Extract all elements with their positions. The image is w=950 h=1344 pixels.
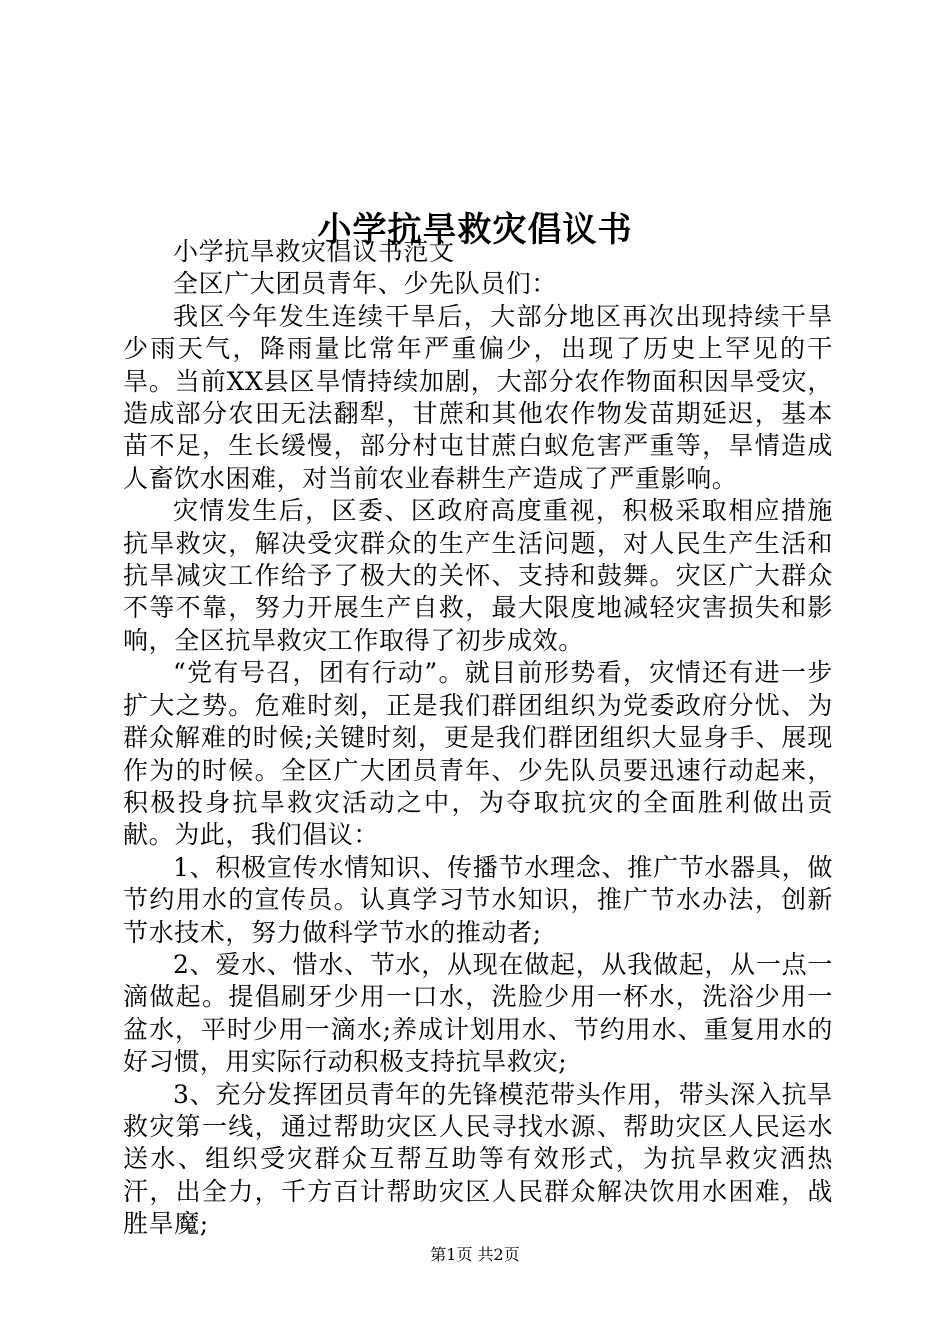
proposal-item-1: 1、积极宣传水情知识、传播节水理念、推广节水器具，做节约用水的宣传员。认真学习节水知识，推广节水办法，创新节水技术，努力做科学节水的推动者;	[123, 852, 833, 947]
salutation-paragraph: 全区广大团员青年、少先队员们：	[173, 269, 558, 299]
body-paragraph: “党有号召，团有行动”。就目前形势看，灾情还有进一步扩大之势。危难时刻，正是我们群团组织为党委政府分忧、为群众解难的时候;关键时刻，更是我们群团组织大显身手、展现作为的时候。全区广大团员青年、少先队员要迅速行动起来，积极投身抗旱救灾活动之中，为夺取抗灾的全面胜利做出贡献。为此，我们倡议：	[123, 658, 833, 850]
subtitle-paragraph: 小学抗旱救灾倡议书范文	[173, 237, 455, 266]
body-paragraph: 灾情发生后，区委、区政府高度重视，积极采取相应措施抗旱救灾，解决受灾群众的生产生活问题，对人民生产生活和抗旱减灾工作给予了极大的关怀、支持和鼓舞。灾区广大群众不等不靠，努力开展生产自救，最大限度地减轻灾害损失和影响，全区抗旱救灾工作取得了初步成效。	[123, 496, 833, 655]
document-title: 小学抗旱救灾倡议书	[317, 209, 633, 250]
body-paragraph: 我区今年发生连续干旱后，大部分地区再次出现持续干旱少雨天气，降雨量比常年严重偏少，出现了历史上罕见的干旱。当前XX县区旱情持续加剧，大部分农作物面积因旱受灾，造成部分农田无法翻犁，甘蔗和其他农作物发苗期延迟，基本苗不足，生长缓慢，部分村屯甘蔗白蚁危害严重等，旱情造成人畜饮水困难，对当前农业春耕生产造成了严重影响。	[123, 301, 833, 493]
proposal-item-3: 3、充分发挥团员青年的先锋模范带头作用，带头深入抗旱救灾第一线，通过帮助灾区人民寻找水源、帮助灾区人民运水送水、组织受灾群众互帮互助等有效形式，为抗旱救灾洒热汗，出全力，千方百计帮助灾区人民群众解决饮用水困难，战胜旱魔;	[123, 1079, 833, 1239]
proposal-item-2: 2、爱水、惜水、节水，从现在做起，从我做起，从一点一滴做起。提倡刷牙少用一口水，洗脸少用一杯水，洗浴少用一盆水，平时少用一滴水;养成计划用水、节约用水、重复用水的好习惯，用实际行动积极支持抗旱救灾;	[123, 949, 833, 1077]
document-body	[123, 236, 833, 1241]
page-footer: 第1页 共2页	[430, 1245, 520, 1264]
